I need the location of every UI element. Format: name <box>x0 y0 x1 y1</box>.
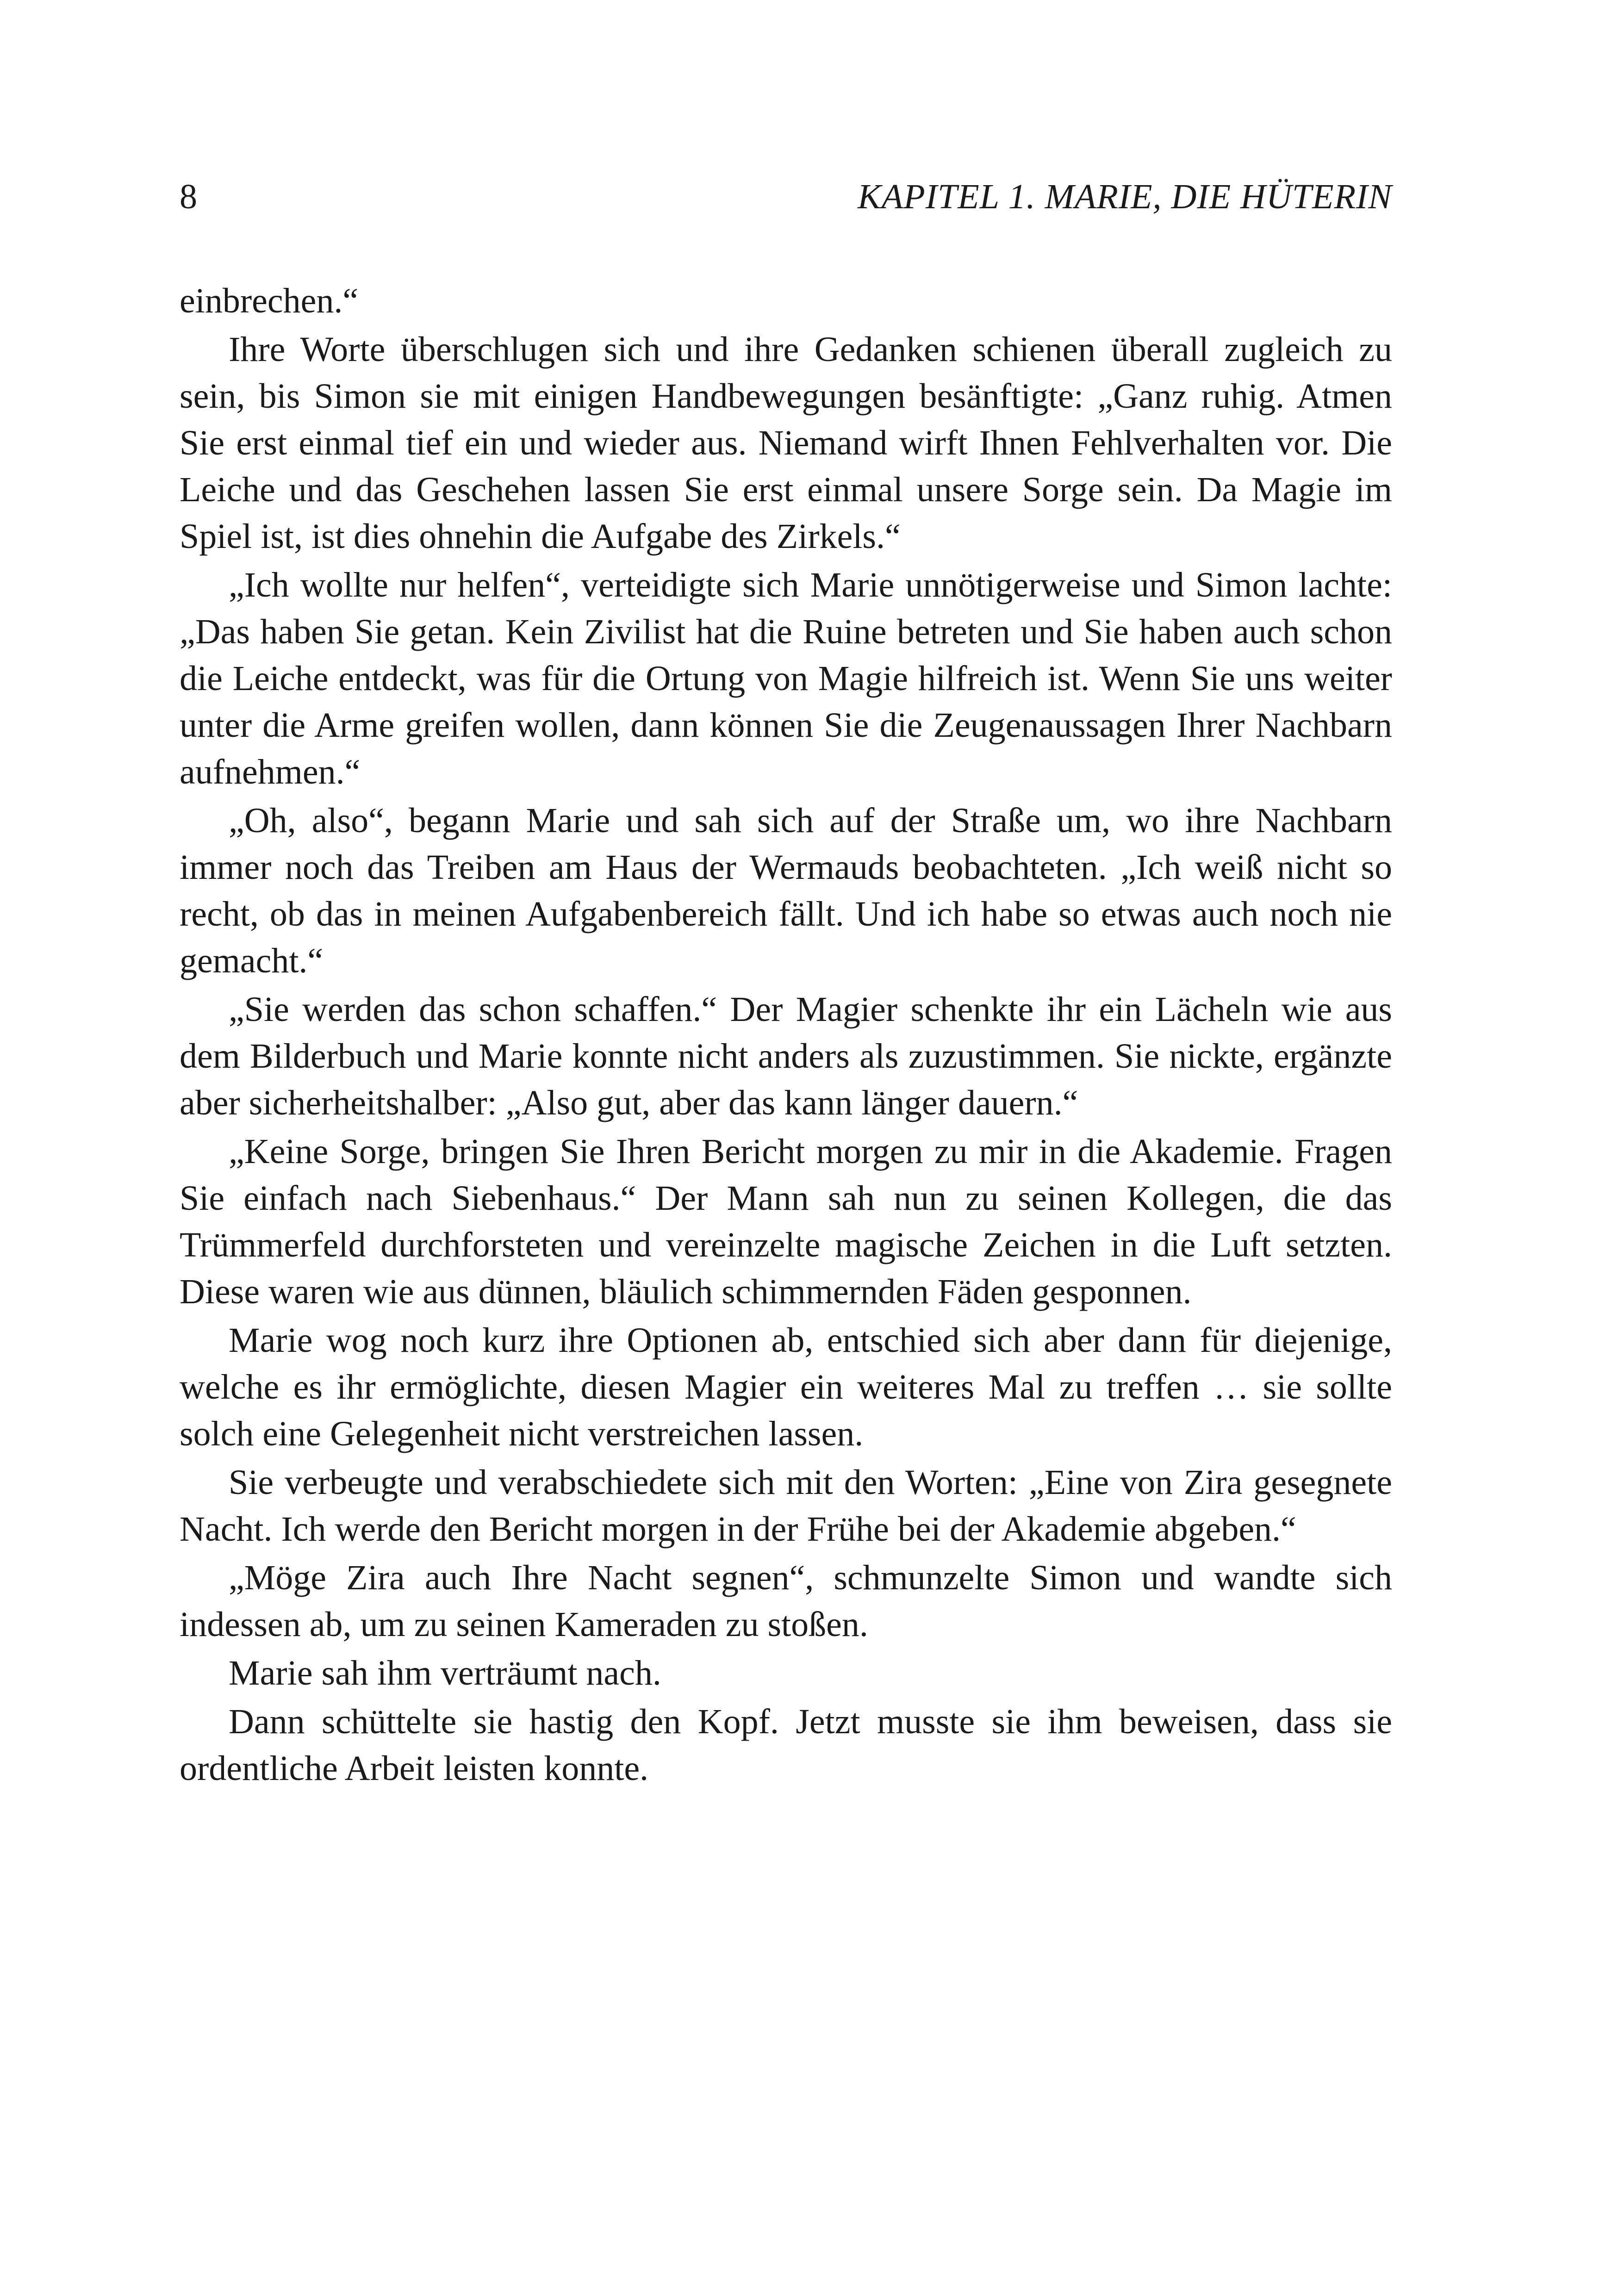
paragraph-3: „Ich wollte nur helfen“, verteidigte sich Marie unnötigerweise und Simon lachte: „Das haben Sie getan. Kein Zivilist hat die Ruine betreten und Sie haben auch schon die Leiche entdeckt, was für die Ortung von Magie hilfreich ist. Wenn Sie uns weiter unter die Arme greifen wollen, dann können Sie die Zeugenaussagen Ihrer Nachbarn aufnehmen.“ <box>180 566 1392 791</box>
paragraph-9: „Möge Zira auch Ihre Nacht segnen“, schmunzelte Simon und wandte sich indessen ab, um zu seinen Kameraden zu stoßen. <box>180 1558 1392 1644</box>
chapter-title: KAPITEL 1. MARIE, DIE HÜTERIN <box>858 177 1392 216</box>
paragraph-1: einbrechen.“ <box>180 281 359 320</box>
page-number: 8 <box>180 177 197 216</box>
paragraph-5: „Sie werden das schon schaffen.“ Der Magier schenkte ihr ein Lächeln wie aus dem Bilderbuch und Marie konnte nicht anders als zuzustimmen. Sie nickte, ergänzte aber sicherheitshalber: „Also gut, aber das kann länger dauern.“ <box>180 990 1392 1122</box>
paragraph-2: Ihre Worte überschlugen sich und ihre Gedanken schienen überall zugleich zu sein, bis Simon sie mit einigen Handbewegungen besänftigte: „Ganz ruhig. Atmen Sie erst einmal tief ein und wieder aus. Niemand wirft Ihnen Fehlverhalten vor. Die Leiche und das Geschehen lassen Sie erst einmal unsere Sorge sein. Da Magie im Spiel ist, ist dies ohnehin die Aufgabe des Zirkels.“ <box>180 330 1392 556</box>
paragraph-10: Marie sah ihm verträumt nach. <box>229 1654 661 1692</box>
paragraph-8: Sie verbeugte und verabschiedete sich mit den Worten: „Eine von Zira gesegnete Nacht. Ich werde den Bericht morgen in der Frühe bei der Akademie abgeben.“ <box>180 1463 1392 1549</box>
paragraph-4: „Oh, also“, begann Marie und sah sich auf der Straße um, wo ihre Nachbarn immer noch das Treiben am Haus der Wermauds beobachteten. „Ich weiß nicht so recht, ob das in meinen Aufgabenbereich fällt. Und ich habe so etwas auch noch nie gemacht.“ <box>180 801 1392 980</box>
paragraph-11: Dann schüttelte sie hastig den Kopf. Jetzt musste sie ihm beweisen, dass sie ordentliche Arbeit leisten konnte. <box>180 1702 1392 1788</box>
running-head <box>180 171 1392 222</box>
body-text <box>180 278 1392 1792</box>
paragraph-6: „Keine Sorge, bringen Sie Ihren Bericht morgen zu mir in die Akademie. Fragen Sie einfach nach Siebenhaus.“ Der Mann sah nun zu seinen Kollegen, die das Trümmerfeld durchforsteten und vereinzelte magische Zeichen in die Luft setzten. Diese waren wie aus dünnen, bläulich schimmernden Fäden gesponnen. <box>180 1132 1392 1311</box>
paragraph-7: Marie wog noch kurz ihre Optionen ab, entschied sich aber dann für diejenige, welche es ihr ermöglichte, diesen Magier ein weiteres Mal zu treffen … sie sollte solch eine Gelegenheit nicht verstreichen lassen. <box>180 1321 1392 1453</box>
